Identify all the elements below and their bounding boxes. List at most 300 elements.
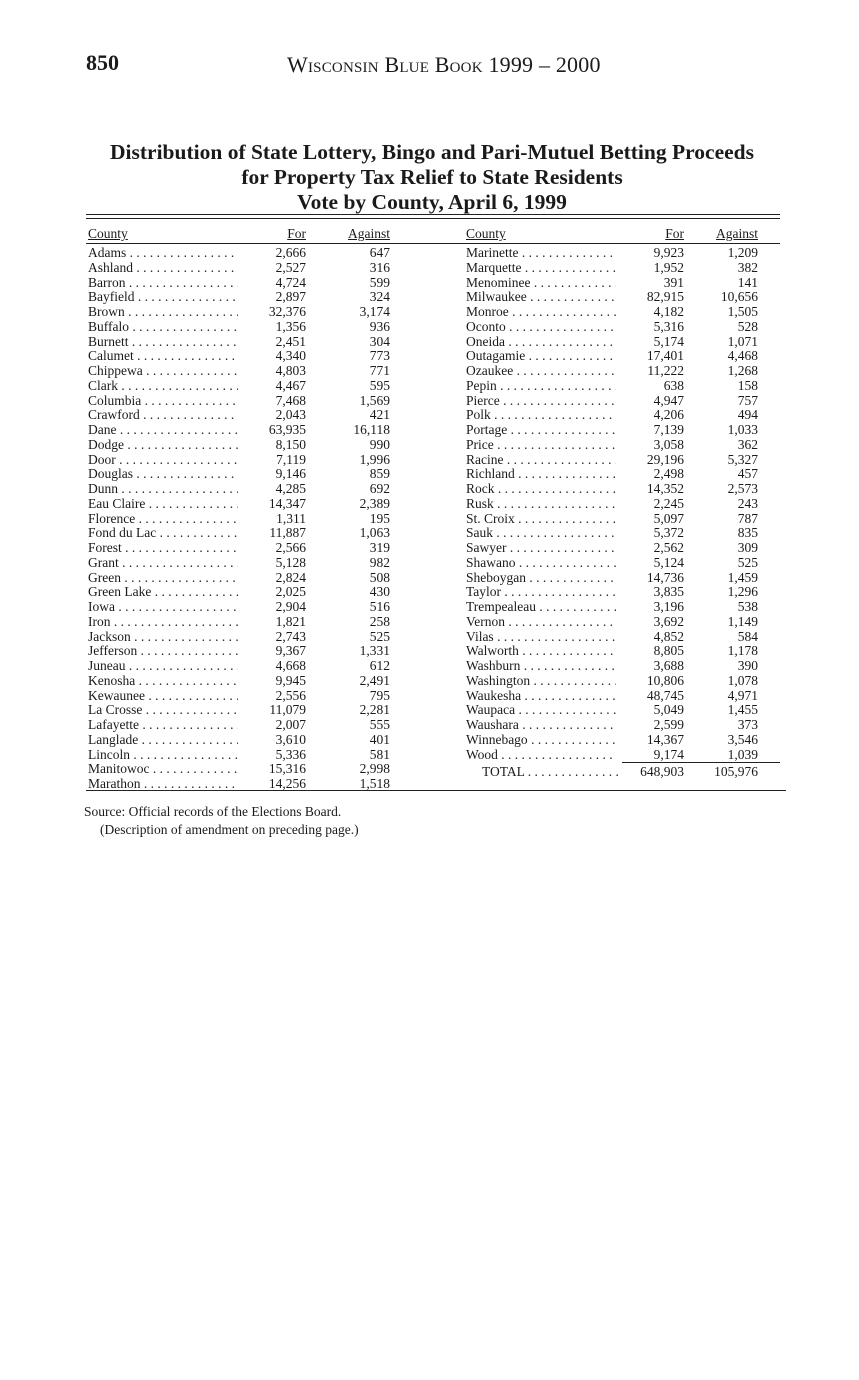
for-value: 1,311 xyxy=(276,510,306,526)
against-value: 773 xyxy=(369,348,390,364)
against-value: 612 xyxy=(369,658,390,673)
against-value: 647 xyxy=(369,245,390,260)
county-name: Adams . . . xyxy=(88,246,238,261)
for-value: 48,745 xyxy=(646,687,684,703)
for-value: 9,367 xyxy=(275,643,306,659)
county-name: Marinette . . . xyxy=(466,246,616,261)
against-value: 4,468 xyxy=(727,348,758,364)
against-value: 4,971 xyxy=(727,687,758,703)
for-value: 4,947 xyxy=(653,392,684,408)
table-row xyxy=(464,718,780,733)
against-value: 2,389 xyxy=(359,495,390,511)
county-name: Burnett . . . xyxy=(88,335,238,350)
county-name: Walworth . . . xyxy=(466,644,616,659)
county-name: Iowa . . . xyxy=(88,600,238,615)
table-row xyxy=(464,541,780,556)
table-row xyxy=(464,276,780,291)
table-row xyxy=(86,276,402,291)
col-header-for: For xyxy=(665,226,684,241)
table-row xyxy=(464,703,780,718)
for-value: 5,097 xyxy=(653,510,684,526)
for-value: 3,610 xyxy=(275,731,306,747)
right-rows xyxy=(464,246,780,762)
for-value: 3,196 xyxy=(653,599,684,614)
against-value: 1,296 xyxy=(727,584,758,600)
table-row xyxy=(464,349,780,364)
for-value: 4,852 xyxy=(653,628,684,644)
county-name: Polk . . . xyxy=(466,408,616,423)
against-value: 309 xyxy=(737,540,758,555)
against-value: 508 xyxy=(369,569,390,585)
county-name: Florence . . . xyxy=(88,512,238,527)
table-row xyxy=(464,571,780,586)
county-name: Calumet . . . xyxy=(88,349,238,364)
table-row xyxy=(464,364,780,379)
against-value: 158 xyxy=(737,377,758,393)
table-row xyxy=(464,512,780,527)
county-name: Ozaukee . . . xyxy=(466,364,616,379)
for-value: 5,128 xyxy=(275,554,306,570)
county-name: Eau Claire . . . xyxy=(88,497,238,512)
table-row xyxy=(464,482,780,497)
against-value: 990 xyxy=(369,436,390,452)
for-value: 14,256 xyxy=(268,776,306,791)
col-header-for: For xyxy=(287,226,306,241)
table-row xyxy=(464,644,780,659)
table-row xyxy=(86,438,402,453)
county-name: La Crosse . . . xyxy=(88,703,238,718)
against-value: 390 xyxy=(737,658,758,673)
for-value: 5,049 xyxy=(653,702,684,718)
table-row xyxy=(86,246,402,261)
total-for: 648,903 xyxy=(640,764,684,779)
against-value: 795 xyxy=(369,687,390,703)
against-value: 494 xyxy=(737,407,758,423)
table-row xyxy=(464,261,780,276)
for-value: 14,736 xyxy=(646,569,684,585)
for-value: 4,803 xyxy=(275,363,306,378)
county-name: Kenosha . . . xyxy=(88,674,238,689)
for-value: 2,556 xyxy=(275,687,306,703)
for-value: 9,174 xyxy=(653,746,684,762)
against-value: 2,281 xyxy=(359,702,390,718)
for-value: 1,356 xyxy=(275,318,306,334)
table-row xyxy=(464,408,780,423)
against-value: 401 xyxy=(369,731,390,747)
for-value: 5,316 xyxy=(653,318,684,334)
table-row xyxy=(464,290,780,305)
county-name: Door . . . xyxy=(88,453,238,468)
table-row xyxy=(464,556,780,571)
table-row xyxy=(464,526,780,541)
table-row xyxy=(464,423,780,438)
description-note: (Description of amendment on preceding page.) xyxy=(100,822,359,837)
total-label: TOTAL . . . xyxy=(482,764,618,780)
against-value: 757 xyxy=(737,392,758,408)
table-row xyxy=(86,335,402,350)
table-row xyxy=(464,748,780,763)
county-name: Racine . . . xyxy=(466,453,616,468)
against-value: 771 xyxy=(369,363,390,378)
against-value: 2,998 xyxy=(359,761,390,777)
for-value: 82,915 xyxy=(646,289,684,305)
against-value: 516 xyxy=(369,599,390,614)
table-top-rule-1 xyxy=(86,214,780,215)
against-value: 2,573 xyxy=(727,481,758,496)
county-name: Dane . . . xyxy=(88,423,238,438)
county-name: Menominee . . . xyxy=(466,276,616,291)
table-row xyxy=(86,526,402,541)
table-row xyxy=(86,394,402,409)
county-name: Oneida . . . xyxy=(466,335,616,350)
for-value: 638 xyxy=(663,377,684,393)
for-value: 14,367 xyxy=(646,731,684,747)
for-value: 4,668 xyxy=(275,658,306,673)
for-value: 32,376 xyxy=(268,304,306,319)
against-value: 5,327 xyxy=(727,451,758,467)
against-value: 1,063 xyxy=(359,525,390,541)
table-row xyxy=(464,689,780,704)
table-row xyxy=(464,630,780,645)
county-name: Dodge . . . xyxy=(88,438,238,453)
county-name: Clark . . . xyxy=(88,379,238,394)
for-value: 14,347 xyxy=(268,495,306,511)
against-value: 835 xyxy=(737,525,758,541)
table-row xyxy=(464,438,780,453)
county-name: Marquette . . . xyxy=(466,261,616,276)
for-value: 5,174 xyxy=(653,333,684,349)
against-value: 1,078 xyxy=(727,672,758,688)
for-value: 1,952 xyxy=(653,259,684,275)
county-name: Taylor . . . xyxy=(466,585,616,600)
county-name: Juneau . . . xyxy=(88,659,238,674)
against-value: 1,331 xyxy=(359,643,390,659)
for-value: 15,316 xyxy=(268,761,306,777)
against-value: 319 xyxy=(369,540,390,555)
for-value: 11,079 xyxy=(269,702,306,718)
county-name: Waushara . . . xyxy=(466,718,616,733)
table-row xyxy=(86,349,402,364)
county-name: Columbia . . . xyxy=(88,394,238,409)
table-row xyxy=(86,305,402,320)
col-header-county: County xyxy=(466,226,506,241)
against-value: 1,455 xyxy=(727,702,758,718)
table-row xyxy=(464,453,780,468)
against-value: 595 xyxy=(369,377,390,393)
for-value: 4,340 xyxy=(275,348,306,364)
for-value: 2,562 xyxy=(653,540,684,555)
county-name: Vernon . . . xyxy=(466,615,616,630)
county-name: Shawano . . . xyxy=(466,556,616,571)
against-value: 1,505 xyxy=(727,304,758,319)
county-name: Winnebago . . . xyxy=(466,733,616,748)
against-value: 10,656 xyxy=(720,289,758,305)
for-value: 63,935 xyxy=(268,422,306,437)
for-value: 5,372 xyxy=(653,525,684,541)
against-value: 787 xyxy=(737,510,758,526)
for-value: 2,498 xyxy=(653,466,684,482)
for-value: 7,139 xyxy=(653,422,684,437)
county-name: Sauk . . . xyxy=(466,526,616,541)
county-name: Pepin . . . xyxy=(466,379,616,394)
for-value: 3,058 xyxy=(653,436,684,452)
col-header-against: Against xyxy=(716,226,758,241)
county-name: Douglas . . . xyxy=(88,467,238,482)
for-value: 4,467 xyxy=(275,377,306,393)
against-value: 1,459 xyxy=(727,569,758,585)
against-value: 982 xyxy=(369,554,390,570)
table-row xyxy=(464,733,780,748)
county-name: Rusk . . . xyxy=(466,497,616,512)
against-value: 555 xyxy=(369,717,390,732)
table-row xyxy=(86,261,402,276)
table-row xyxy=(86,659,402,674)
against-value: 1,518 xyxy=(359,776,390,791)
table-row xyxy=(86,748,402,763)
for-value: 11,887 xyxy=(269,525,306,541)
against-value: 1,039 xyxy=(727,746,758,762)
county-name: Bayfield . . . xyxy=(88,290,238,305)
against-value: 382 xyxy=(737,259,758,275)
title-line-2: for Property Tax Relief to State Residents xyxy=(241,165,623,189)
county-name: Washburn . . . xyxy=(466,659,616,674)
county-name: Rock . . . xyxy=(466,482,616,497)
for-value: 8,150 xyxy=(275,436,306,452)
against-value: 430 xyxy=(369,584,390,600)
county-name: Wood . . . xyxy=(466,748,616,763)
county-name: Green Lake . . . xyxy=(88,585,238,600)
total-rule xyxy=(622,762,780,763)
for-value: 2,897 xyxy=(275,289,306,305)
table-row xyxy=(86,423,402,438)
for-value: 10,806 xyxy=(646,672,684,688)
for-value: 7,119 xyxy=(276,451,306,467)
col-header-county: County xyxy=(88,226,128,241)
against-value: 859 xyxy=(369,466,390,482)
against-value: 243 xyxy=(737,495,758,511)
against-value: 581 xyxy=(369,746,390,762)
county-name: Milwaukee . . . xyxy=(466,290,616,305)
county-name: Langlade . . . xyxy=(88,733,238,748)
against-value: 1,071 xyxy=(727,333,758,349)
county-name: Fond du Lac . . . xyxy=(88,526,238,541)
county-name: Forest . . . xyxy=(88,541,238,556)
for-value: 4,285 xyxy=(275,481,306,496)
page-number: 850 xyxy=(86,50,119,75)
against-value: 1,209 xyxy=(727,245,758,260)
notes xyxy=(84,803,359,839)
against-value: 1,268 xyxy=(727,363,758,378)
for-value: 2,043 xyxy=(275,407,306,423)
for-value: 2,245 xyxy=(653,495,684,511)
table-row xyxy=(464,467,780,482)
county-name: Green . . . xyxy=(88,571,238,586)
county-name: Pierce . . . xyxy=(466,394,616,409)
table-row xyxy=(464,600,780,615)
for-value: 2,599 xyxy=(653,717,684,732)
against-value: 304 xyxy=(369,333,390,349)
table-row xyxy=(86,512,402,527)
table-bottom-rule xyxy=(86,790,786,791)
table-row xyxy=(464,585,780,600)
county-name: Price . . . xyxy=(466,438,616,453)
for-value: 14,352 xyxy=(646,481,684,496)
for-value: 7,468 xyxy=(275,392,306,408)
table-row xyxy=(464,659,780,674)
for-value: 4,206 xyxy=(653,407,684,423)
county-name: Jefferson . . . xyxy=(88,644,238,659)
against-value: 16,118 xyxy=(353,422,390,437)
for-value: 2,666 xyxy=(275,245,306,260)
county-name: Marathon . . . xyxy=(88,777,238,792)
table-row xyxy=(86,689,402,704)
left-rows xyxy=(86,246,402,792)
table-row xyxy=(464,497,780,512)
for-value: 8,805 xyxy=(653,643,684,659)
county-name: Chippewa . . . xyxy=(88,364,238,379)
county-name: Monroe . . . xyxy=(466,305,616,320)
county-name: Ashland . . . xyxy=(88,261,238,276)
total-row xyxy=(464,764,780,780)
against-value: 195 xyxy=(369,510,390,526)
county-name: Manitowoc . . . xyxy=(88,762,238,777)
table-row xyxy=(86,630,402,645)
county-name: Portage . . . xyxy=(466,423,616,438)
against-value: 1,033 xyxy=(727,422,758,437)
table-row xyxy=(86,379,402,394)
table-row xyxy=(464,615,780,630)
table-row xyxy=(86,453,402,468)
against-value: 2,491 xyxy=(359,672,390,688)
against-value: 584 xyxy=(737,628,758,644)
county-name: Oconto . . . xyxy=(466,320,616,335)
county-name: Kewaunee . . . xyxy=(88,689,238,704)
county-name: Waukesha . . . xyxy=(466,689,616,704)
for-value: 2,007 xyxy=(275,717,306,732)
title-line-3: Vote by County, April 6, 1999 xyxy=(297,190,567,214)
county-name: Barron . . . xyxy=(88,276,238,291)
table-row xyxy=(86,585,402,600)
total-against: 105,976 xyxy=(714,764,758,779)
for-value: 4,182 xyxy=(653,304,684,319)
county-name: Crawford . . . xyxy=(88,408,238,423)
county-name: Washington . . . xyxy=(466,674,616,689)
against-value: 141 xyxy=(737,274,758,290)
source-note: Source: Official records of the Elections Board. xyxy=(84,804,342,819)
for-value: 2,451 xyxy=(275,333,306,349)
county-name: Outagamie . . . xyxy=(466,349,616,364)
running-title: Wisconsin Blue Book 1999 – 2000 xyxy=(287,52,601,77)
for-value: 2,743 xyxy=(275,628,306,644)
for-value: 3,835 xyxy=(653,584,684,600)
against-value: 421 xyxy=(369,407,390,423)
for-value: 17,401 xyxy=(646,348,684,364)
table-row xyxy=(86,615,402,630)
for-value: 1,821 xyxy=(275,613,306,629)
table-row xyxy=(86,320,402,335)
table-top-rule-2 xyxy=(86,218,780,219)
table-row xyxy=(464,394,780,409)
for-value: 2,566 xyxy=(275,540,306,555)
table-row xyxy=(464,335,780,350)
header-rule xyxy=(86,243,780,244)
table-row xyxy=(464,379,780,394)
against-value: 362 xyxy=(737,436,758,452)
for-value: 2,904 xyxy=(275,599,306,614)
table-row xyxy=(86,482,402,497)
table-row xyxy=(86,290,402,305)
table-row xyxy=(464,320,780,335)
county-name: Waupaca . . . xyxy=(466,703,616,718)
for-value: 9,146 xyxy=(275,466,306,482)
for-value: 4,724 xyxy=(275,274,306,290)
against-value: 525 xyxy=(737,554,758,570)
for-value: 2,824 xyxy=(275,569,306,585)
against-value: 457 xyxy=(737,466,758,482)
county-name: Dunn . . . xyxy=(88,482,238,497)
table-row xyxy=(86,467,402,482)
for-value: 5,336 xyxy=(275,746,306,762)
county-name: Sheboygan . . . xyxy=(466,571,616,586)
table-row xyxy=(86,733,402,748)
for-value: 9,945 xyxy=(275,672,306,688)
against-value: 538 xyxy=(737,599,758,614)
table-row xyxy=(464,674,780,689)
table-row xyxy=(86,762,402,777)
against-value: 324 xyxy=(369,289,390,305)
against-value: 3,174 xyxy=(359,304,390,319)
for-value: 29,196 xyxy=(646,451,684,467)
county-name: St. Croix . . . xyxy=(466,512,616,527)
against-value: 1,149 xyxy=(727,613,758,629)
against-value: 525 xyxy=(369,628,390,644)
county-name: Lafayette . . . xyxy=(88,718,238,733)
for-value: 2,025 xyxy=(275,584,306,600)
county-name: Grant . . . xyxy=(88,556,238,571)
against-value: 528 xyxy=(737,318,758,334)
table-row xyxy=(86,541,402,556)
against-value: 692 xyxy=(369,481,390,496)
county-name: Jackson . . . xyxy=(88,630,238,645)
table-row xyxy=(86,571,402,586)
against-value: 936 xyxy=(369,318,390,334)
against-value: 316 xyxy=(369,259,390,275)
county-name: Brown . . . xyxy=(88,305,238,320)
county-name: Sawyer . . . xyxy=(466,541,616,556)
table-row xyxy=(86,718,402,733)
against-value: 258 xyxy=(369,613,390,629)
county-name: Vilas . . . xyxy=(466,630,616,645)
for-value: 2,527 xyxy=(275,259,306,275)
col-header-against: Against xyxy=(348,226,390,241)
table-row xyxy=(86,556,402,571)
table-row xyxy=(86,408,402,423)
table-row xyxy=(86,600,402,615)
table-row xyxy=(464,305,780,320)
table-row xyxy=(86,497,402,512)
against-value: 1,996 xyxy=(359,451,390,467)
against-value: 373 xyxy=(737,717,758,732)
for-value: 11,222 xyxy=(647,363,684,378)
table-row xyxy=(464,246,780,261)
for-value: 3,692 xyxy=(653,613,684,629)
against-value: 599 xyxy=(369,274,390,290)
against-value: 1,178 xyxy=(727,643,758,659)
table-row xyxy=(86,644,402,659)
for-value: 3,688 xyxy=(653,658,684,673)
county-name: Iron . . . xyxy=(88,615,238,630)
county-name: Lincoln . . . xyxy=(88,748,238,763)
